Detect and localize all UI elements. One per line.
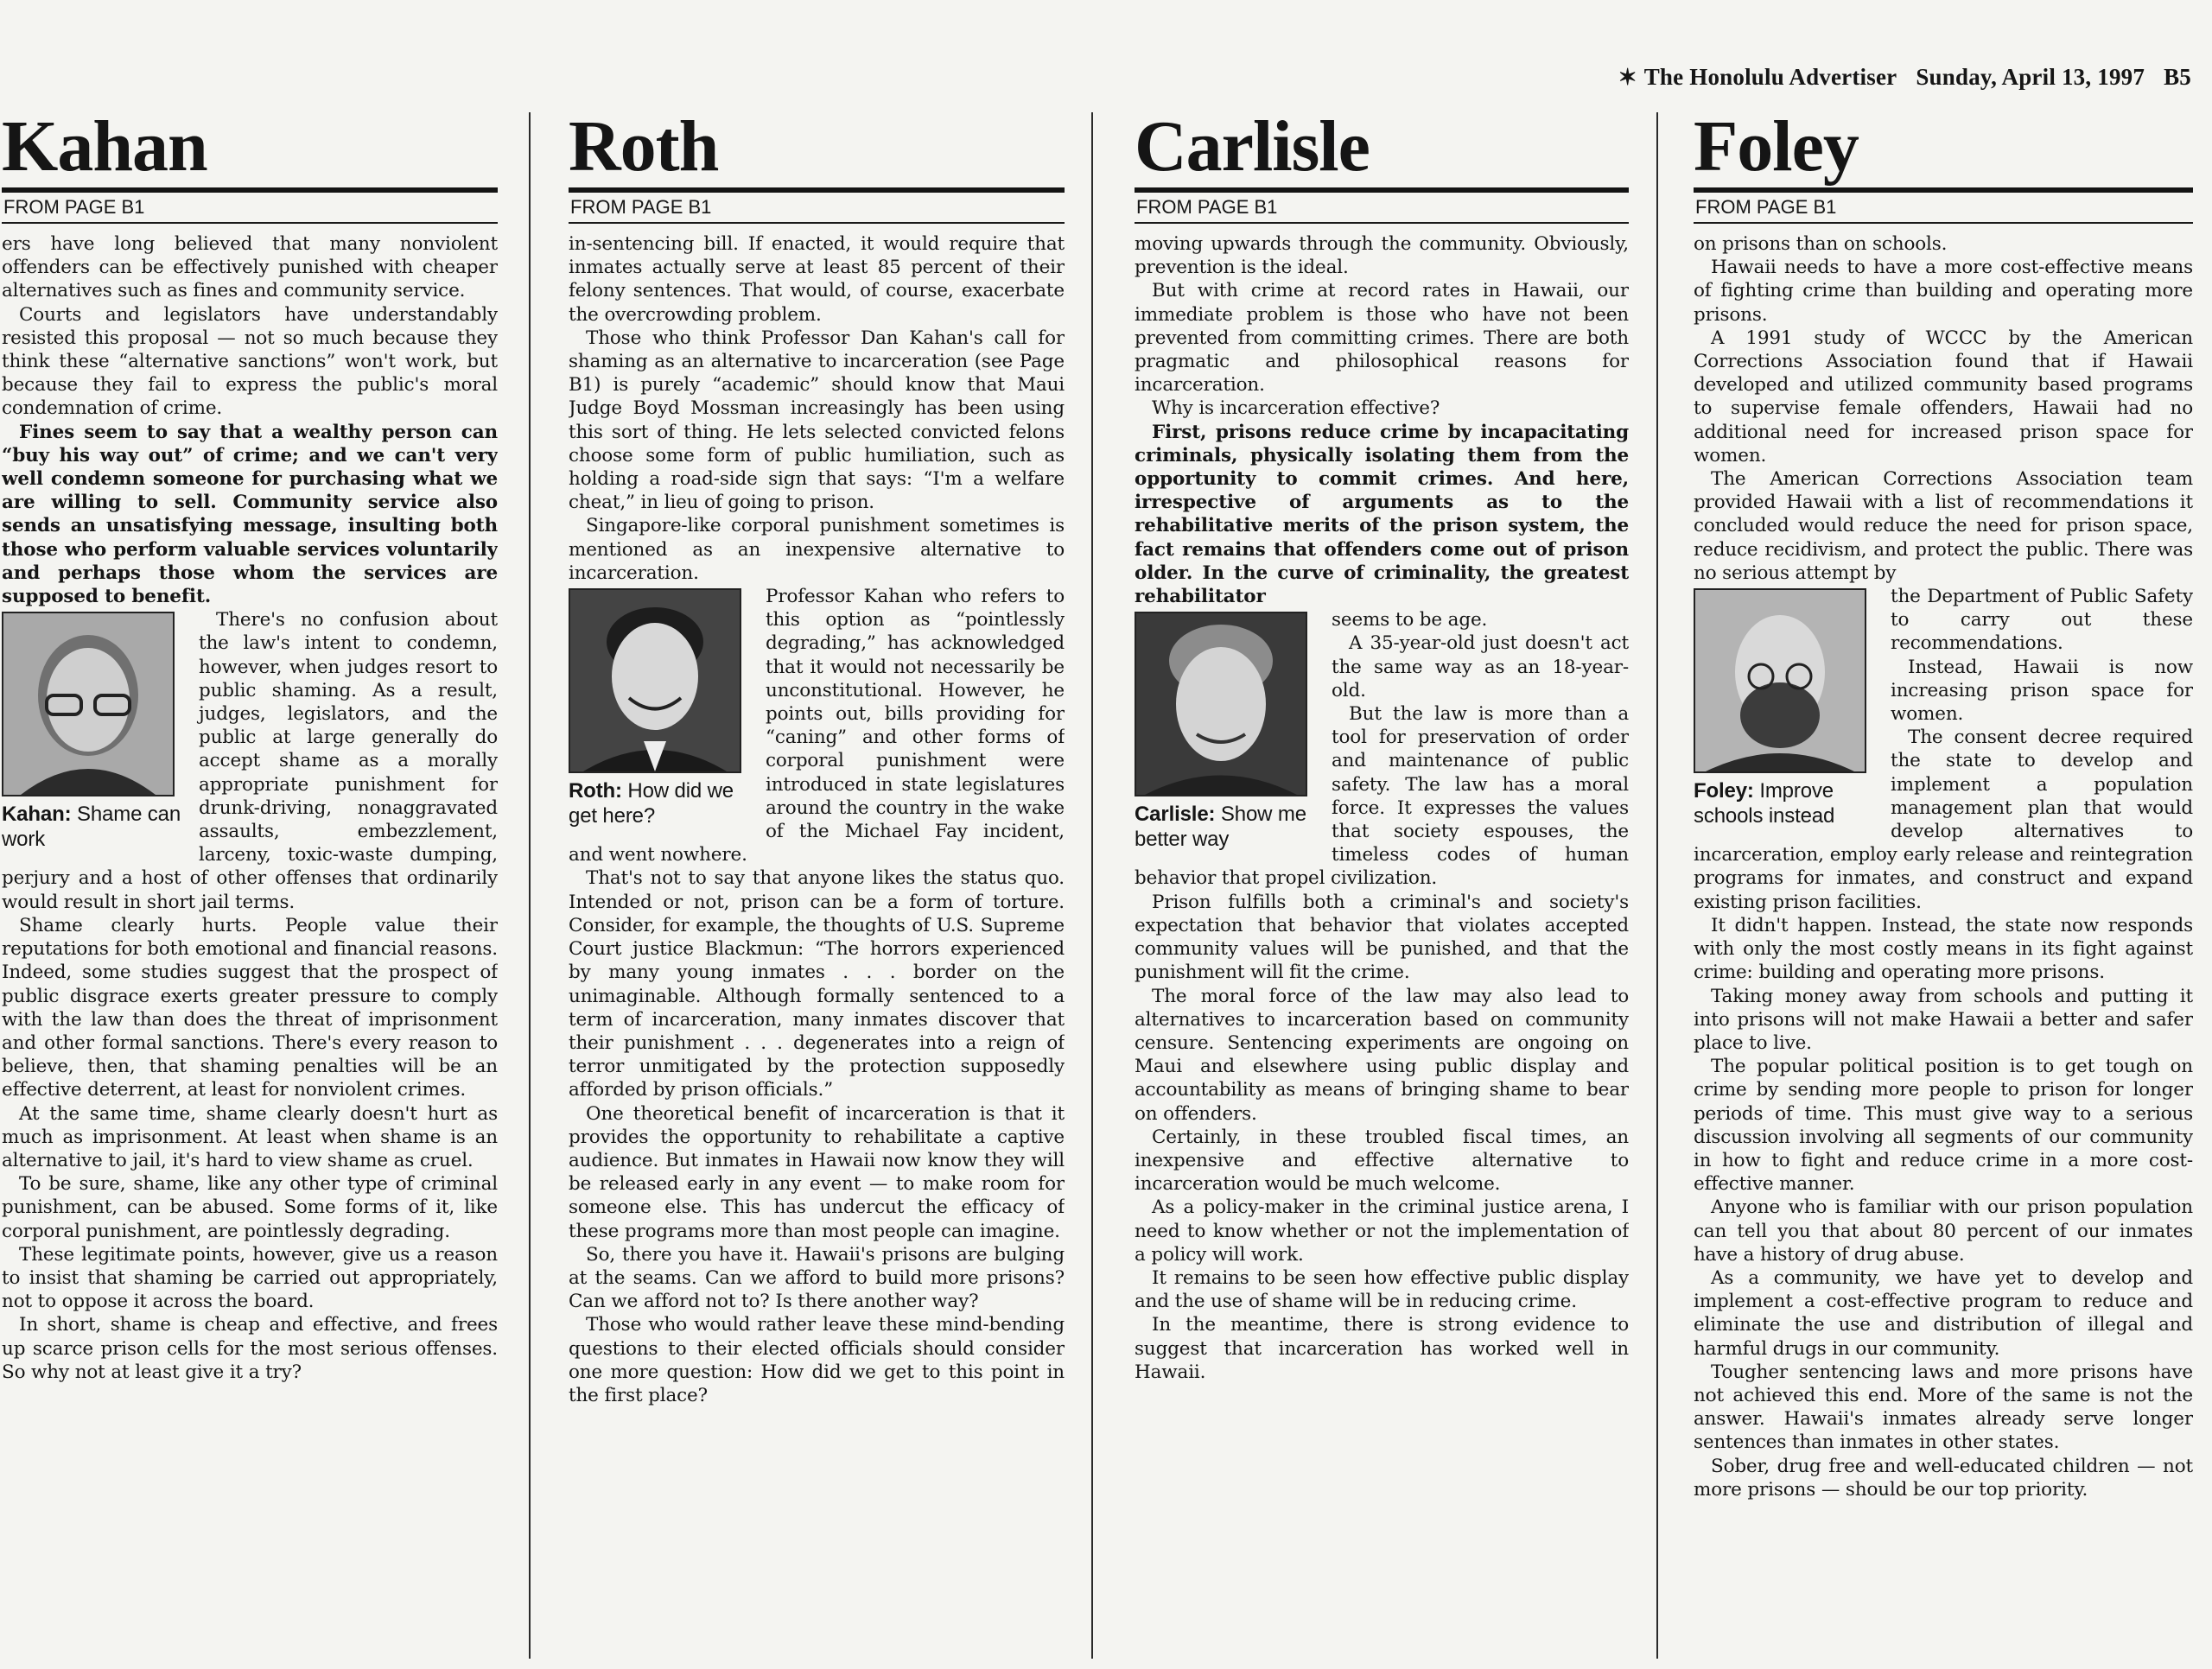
paragraph: But the law is more than a tool for preservation of order and maintenance of public safety. The law has a moral force. It expresses the values that society espouses, the timeless codes of human behavior that propel civilization. (1135, 703, 1629, 890)
article-body (569, 232, 1065, 1407)
paragraph: In short, shame is cheap and effective, and frees up scarce prison cells for the most serious offenses. So why not at least give it a try? (2, 1314, 498, 1383)
jump-rule (569, 222, 1065, 224)
paragraph: Those who think Professor Dan Kahan's call for shaming as an alternative to incarceration (see Page B1) is purely “academic” should know that Maui Judge Boyd Mossman increasingly has been using this sort of thing. He lets selected convicted felons choose some form of public humiliation, such as holding a road-side sign that says: “I'm a welfare cheat,” in lieu of going to prison. (569, 327, 1065, 514)
author-photo (569, 588, 741, 773)
paragraph: Singapore-like corporal punishment sometimes is mentioned as an inexpensive alternative to incarceration. (569, 515, 1065, 584)
author-photo-block (1135, 612, 1316, 852)
author-photo (1135, 612, 1307, 796)
paragraph: In the meantime, there is strong evidence to suggest that incarceration has worked well in Hawaii. (1135, 1314, 1629, 1383)
paragraph: To be sure, shame, like any other type of criminal punishment, can be abused. Some forms of it, like corporal punishment, are pointlessly degrading. (2, 1173, 498, 1242)
jump-line: FROM PAGE B1 (1136, 196, 1278, 218)
article-body (1135, 232, 1629, 1384)
paragraph: A 35-year-old just doesn't act the same way as an 18-year-old. (1332, 632, 1629, 701)
paragraph: But with crime at record rates in Hawaii, our immediate problem is those who have not been prevented from committing crimes. There are both pragmatic and philosophical reasons for incarceration. (1135, 280, 1629, 397)
paragraph: moving upwards through the community. Obviously, prevention is the ideal. (1135, 233, 1629, 279)
paragraph: There's no confusion about the law's intent to condemn, however, when judges resort to public shaming. As a result, judges, legislators, and the public at large generally do accept shame as a morally appropriate punishment for drunk-driving, nonaggravated assaults, embezzlement, larceny, toxic-waste dumping, perjury and a host of other offenses that ordinarily would result in short jail terms. (2, 609, 498, 913)
jump-rule (1135, 222, 1629, 224)
column-divider (1656, 112, 1658, 1659)
portrait-kahan (3, 613, 173, 795)
photo-caption (1694, 778, 1875, 828)
portrait-roth (570, 590, 740, 771)
column-carlisle (1135, 108, 1629, 1654)
paragraph: First, prisons reduce crime by incapacitating criminals, physically isolating them from the opportunity to commit crimes. And here, irrespective of arguments as to the rehabilitative merits of the prison system, the fact remains that offenders come out of prison older. In the curve of criminality, the greatest rehabilitator (1135, 421, 1629, 608)
issue-date: Sunday, April 13, 1997 (1916, 64, 2145, 90)
paragraph: the Department of Public Safety to carry out these recommendations. (1891, 586, 2193, 655)
paragraph: ers have long believed that many nonviolent offenders can be effectively punished with cheaper alternatives such as fines and community service. (2, 233, 498, 302)
author-photo-block (2, 612, 183, 852)
paragraph: These legitimate points, however, give us a reason to insist that shaming be carried out appropriately, not to oppose it across the board. (2, 1243, 498, 1313)
paragraph: seems to be age. (1332, 609, 1488, 631)
paragraph: Instead, Hawaii is now increasing prison space for women. (1891, 656, 2193, 726)
masthead (1618, 64, 2191, 91)
photo-caption (569, 778, 750, 828)
paragraph: Why is incarceration effective? (1152, 397, 1440, 420)
author-photo-block (1694, 588, 1875, 828)
column-foley (1694, 108, 2193, 1654)
caption-name: Kahan: (2, 803, 72, 827)
paragraph: Courts and legislators have understandably resisted this proposal — not so much because they think these “alternative sanctions” won't work, but because they fail to express the public's moral condemnation of crime. (2, 303, 498, 420)
caption-text: Shame can work (2, 803, 181, 852)
paragraph: Professor Kahan who refers to this option as “pointlessly degrading,” has acknowledged that it would not necessarily be unconstitutional. However, he points out, bills providing for “caning” and other forms of corporal punishment were introduced in state legislatures around the country in the wake of the Michael Fay incident, and went nowhere. (569, 586, 1065, 866)
newspaper-name: The Honolulu Advertiser (1643, 64, 1897, 90)
column-heading: Roth (569, 108, 719, 187)
caption-name: Foley: (1694, 779, 1754, 803)
article-body (2, 232, 498, 1384)
jump-rule (2, 222, 498, 224)
caption-name: Roth: (569, 779, 622, 803)
paragraph: in-sentencing bill. If enacted, it would require that inmates actually serve at least 85 percent of their felony sentences. That would, of course, exacerbate the overcrowding problem. (569, 233, 1065, 326)
column-divider (529, 112, 531, 1659)
column-heading: Kahan (2, 108, 207, 187)
caption-text: How did we get here? (569, 779, 734, 828)
jump-line: FROM PAGE B1 (570, 196, 712, 218)
paragraph: Certainly, in these troubled fiscal times, an inexpensive and effective alternative to incarceration would be much welcome. (1135, 1126, 1629, 1196)
paragraph: It didn't happen. Instead, the state now responds with only the most costly means in its fight against crime: building and operating more prisons. (1694, 914, 2193, 984)
author-photo-block (569, 588, 750, 828)
paragraph: on prisons than on schools. (1694, 233, 1948, 255)
paragraph: Sober, drug free and well-educated children — not more prisons — should be our top priority. (1694, 1455, 2193, 1501)
paragraph: Shame clearly hurts. People value their reputations for both emotional and financial reasons. Indeed, some studies suggest that the prospect of public disgrace exerts greater pressure to comply with the law than does the threat of imprisonment and other formal sanctions. There's every reason to believe, then, that shaming penalties will be an effective deterrent, at least for nonviolent crimes. (2, 914, 498, 1101)
paragraph: That's not to say that anyone likes the status quo. Intended or not, prison can be a form of torture. Consider, for example, the thoughts of U.S. Supreme Court justice Blackmun: “The horrors experienced by many young inmates . . . border on the unimaginable. Although formally sentenced to a term of incarceration, many inmates discover that their punishment . . . degenerates into a reign of terror unmitigated by the protection supposedly afforded by prison officials.” (569, 867, 1065, 1101)
paragraph: The moral force of the law may also lead to alternatives to incarceration based on community censure. Sentencing experiments are ongoing on Maui and elsewhere using public display and accountability as means of bringing shame to bear on offenders. (1135, 985, 1629, 1125)
paragraph: So, there you have it. Hawaii's prisons are bulging at the seams. Can we afford to build more prisons? Can we afford not to? Is there another way? (569, 1243, 1065, 1313)
paragraph: At the same time, shame clearly doesn't hurt as much as imprisonment. At least when shame is an alternative to jail, it's hard to view shame as cruel. (2, 1102, 498, 1171)
paragraph: The popular political position is to get tough on crime by sending more people to prison for longer periods of time. This must give way to a serious discussion involving all segments of our community in how to fight and reduce crime in a more cost-effective manner. (1694, 1056, 2193, 1196)
paragraph: As a community, we have yet to develop and implement a cost-effective program to reduce and eliminate the use and distribution of illegal and harmful drugs in our community. (1694, 1266, 2193, 1360)
paragraph: Fines seem to say that a wealthy person can “buy his way out” of crime; and we can't very well condemn someone for purchasing what we are willing to sell. Community service also sends an unsatisfying message, insulting both those who perform valuable services voluntarily and perhaps those whom the services are supposed to benefit. (2, 421, 498, 608)
article-body (1694, 232, 2193, 1501)
photo-caption (2, 802, 183, 852)
paragraph: One theoretical benefit of incarceration is that it provides the opportunity to rehabilitate a captive audience. But inmates in Hawaii now know they will be released early in any event — to make room for someone else. This has undercut the efficacy of these programs more than most people can imagine. (569, 1102, 1065, 1242)
author-photo (2, 612, 175, 796)
portrait-carlisle (1136, 613, 1306, 795)
caption-text: Show me better way (1135, 803, 1306, 852)
column-heading: Carlisle (1135, 108, 1370, 187)
paragraph: Taking money away from schools and putting it into prisons will not make Hawaii a better and safer place to live. (1694, 985, 2193, 1054)
paragraph: It remains to be seen how effective public display and the use of shame will be in reducing crime. (1135, 1266, 1629, 1313)
paragraph: Prison fulfills both a criminal's and society's expectation that behavior that violates accepted community values will be punished, and that the punishment will fit the crime. (1135, 891, 1629, 984)
column-kahan (2, 108, 498, 1654)
caption-text: Improve schools instead (1694, 779, 1835, 828)
paragraph: Anyone who is familiar with our prison population can tell you that about 80 percent of our inmates have a history of drug abuse. (1694, 1196, 2193, 1266)
jump-line: FROM PAGE B1 (1695, 196, 1837, 218)
jump-line: FROM PAGE B1 (3, 196, 145, 218)
paragraph: As a policy-maker in the criminal justice arena, I need to know whether or not the implementation of a policy will work. (1135, 1196, 1629, 1266)
paragraph: Tougher sentencing laws and more prisons have not achieved this end. More of the same is not the answer. Hawaii's inmates already serve longer sentences than inmates in other states. (1694, 1361, 2193, 1454)
author-photo (1694, 588, 1866, 773)
paragraph: Hawaii needs to have a more cost-effective means of fighting crime than building and operating more prisons. (1694, 257, 2193, 326)
column-heading: Foley (1694, 108, 1859, 187)
star-icon: ✶ (1618, 65, 1637, 90)
paragraph: The consent decree required the state to develop and implement a population management plan that would develop alternatives to incarceration, employ early release and reintegration programs for inmates, and construct and expand existing prison facilities. (1694, 727, 2193, 913)
photo-caption (1135, 802, 1316, 852)
jump-rule (1694, 222, 2193, 224)
column-roth (569, 108, 1065, 1654)
paragraph: A 1991 study of WCCC by the American Corrections Association found that if Hawaii developed and utilized community based programs to supervise female offenders, Hawaii had no additional need for increased prison space for women. (1694, 327, 2193, 466)
column-divider (1091, 112, 1093, 1659)
portrait-foley (1695, 590, 1865, 771)
caption-name: Carlisle: (1135, 803, 1216, 827)
page-number: B5 (2164, 64, 2191, 90)
paragraph: The American Corrections Association team provided Hawaii with a list of recommendations it concluded would reduce the need for prison space, reduce recidivism, and protect the public. There was no serious attempt by (1694, 468, 2193, 584)
paragraph: Those who would rather leave these mind-bending questions to their elected officials should consider one more question: How did we get to this point in the first place? (569, 1314, 1065, 1406)
